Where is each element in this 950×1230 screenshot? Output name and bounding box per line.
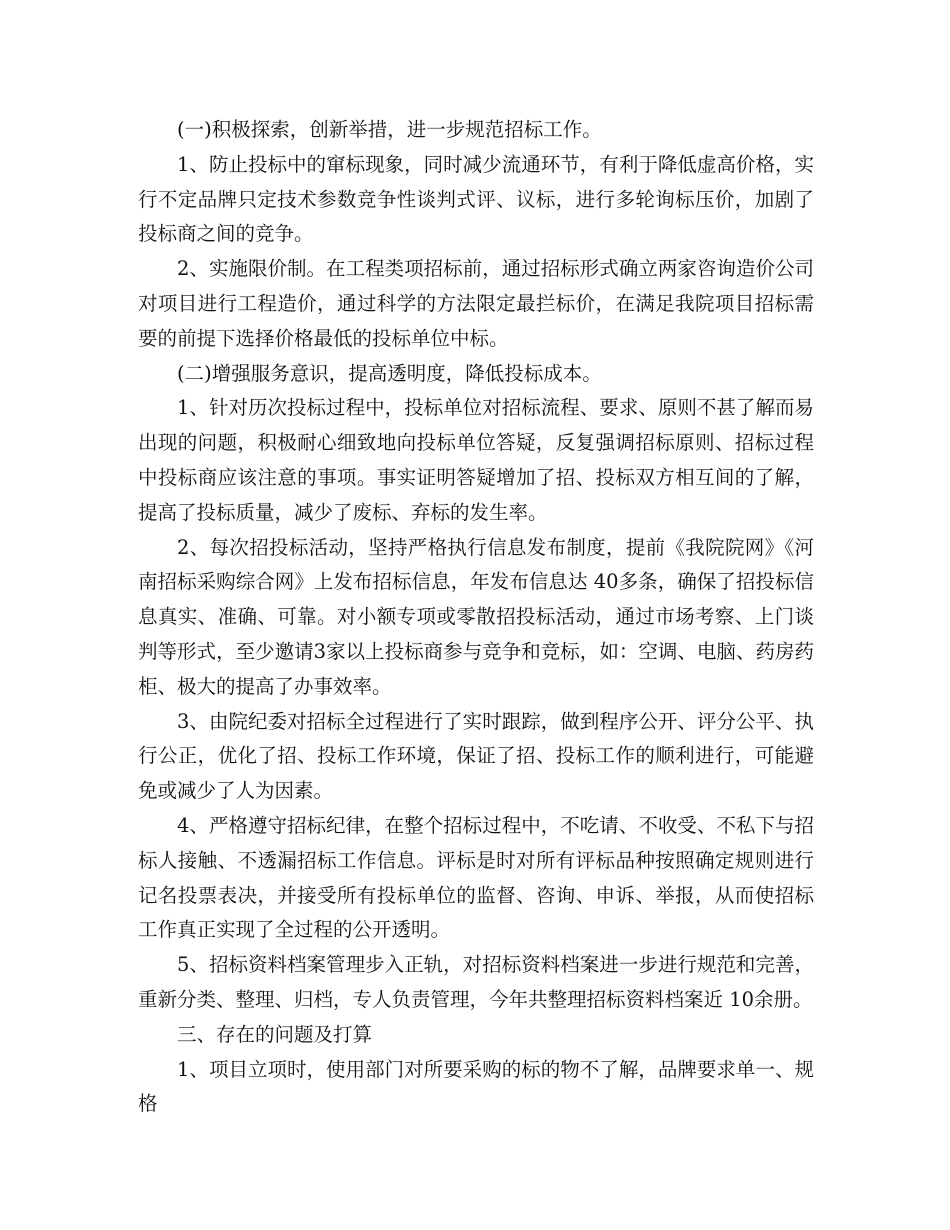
document-body (138, 113, 814, 1122)
paragraph-2-1: 1、针对历次投标过程中，投标单位对招标流程、要求、原则不甚了解而易出现的问题，积极耐心细致地向投标单位答疑，反复强调招标原则、招标过程中投标商应该注意的事项。事实证明答疑增加了招、投标双方相互间的了解，提高了投标质量，减少了废标、弃标的发生率。 (138, 396, 814, 524)
paragraph-1-1: 1、防止投标中的窜标现象，同时减少流通环节，有利于降低虚高价格，实行不定品牌只定技术参数竞争性谈判式评、议标，进行多轮询标压价，加剧了投标商之间的竞争。 (138, 152, 814, 246)
paragraph-2-2: 2、每次招投标活动，坚持严格执行信息发布制度，提前《我院院网》《河南招标采购综合网》上发布招标信息，年发布信息达 40多条，确保了招投标信息真实、准确、可靠。对小额专项或零散招投标活动，通过市场考察、上门谈判等形式，至少邀请3家以上投标商参与竞争和竞标，如：空调、电脑、药房药柜、极大的提高了办事效率。 (138, 535, 814, 698)
paragraph-2-5: 5、招标资料档案管理步入正轨，对招标资料档案进一步进行规范和完善，重新分类、整理、归档，专人负责管理，今年共整理招标资料档案近 10余册。 (138, 953, 814, 1011)
paragraph-1-2: 2、实施限价制。在工程类项招标前，通过招标形式确立两家咨询造价公司对项目进行工程造价，通过科学的方法限定最拦标价，在满足我院项目招标需要的前提下选择价格最低的投标单位中标。 (138, 257, 814, 350)
paragraph-2-4: 4、严格遵守招标纪律，在整个招标过程中，不吃请、不收受、不私下与招标人接触、不透漏招标工作信息。评标是时对所有评标品种按照确定规则进行记名投票表决，并接受所有投标单位的监督、咨询、申诉、举报，从而使招标工作真正实现了全过程的公开透明。 (138, 813, 814, 942)
paragraph-2-3: 3、由院纪委对招标全过程进行了实时跟踪，做到程序公开、评分公平、执行公正，优化了招、投标工作环境，保证了招、投标工作的顺利进行，可能避免或减少了人为因素。 (138, 709, 814, 803)
section-heading-2: (二)增强服务意识，提高透明度，降低投标成本。 (177, 361, 602, 385)
section-heading-1: (一)积极探索，创新举措，进一步规范招标工作。 (177, 118, 602, 141)
section-heading-3: 三、存在的问题及打算 (177, 1022, 373, 1046)
paragraph-3-1: 1、项目立项时，使用部门对所要采购的标的物不了解，品牌要求单一、规格 (138, 1057, 814, 1116)
